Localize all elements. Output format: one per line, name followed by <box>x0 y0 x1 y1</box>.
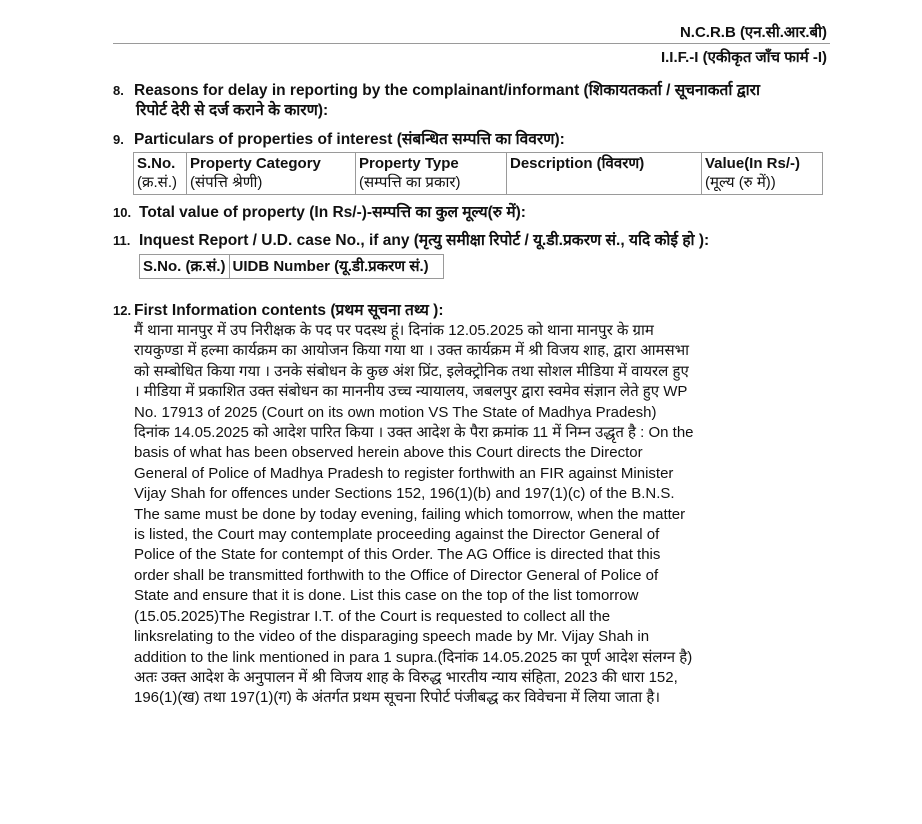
fir-line: Vijay Shah for offences under Sections 152, 196(1)(b) and 197(1)(c) of the B.N.S. <box>134 485 675 503</box>
item-8-text-line1: Reasons for delay in reporting by the complainant/informant (शिकायतकर्ता / सूचनाकर्ता द्वारा <box>134 82 760 99</box>
fir-line: addition to the link mentioned in para 1 supra.(दिनांक 14.05.2025 का पूर्ण आदेश संलग्न है) <box>134 648 693 666</box>
fir-line: General of Police of Madhya Pradesh to register forthwith an FIR against Minister <box>134 464 674 482</box>
col-value-hi: (मूल्य (रु में)) <box>705 174 776 191</box>
col-uidb-number: UIDB Number (यू.डी.प्रकरण सं.) <box>229 255 443 279</box>
header-divider <box>113 43 830 44</box>
inquest-table <box>139 254 444 279</box>
col-sno-hi: (क्र.सं.) <box>137 174 177 191</box>
fir-line: । मीडिया में प्रकाशित उक्त संबोधन का माननीय उच्च न्यायालय, जबलपुर द्वारा स्वमेव संज्ञान लेते हुए WP <box>134 383 688 401</box>
fir-line: दिनांक 14.05.2025 को आदेश पारित किया । उक्त आदेश के पैरा क्रमांक 11 में निम्न उद्धृत है : On the <box>134 424 694 442</box>
item-10-total-value <box>113 203 526 222</box>
item-10-title: Total value of property (In Rs/-)-सम्पत्ति का कुल मूल्य(रु में): <box>139 204 526 221</box>
item-12-number: 12. <box>113 303 132 318</box>
item-10-number: 10. <box>113 205 132 220</box>
item-9-title: Particulars of properties of interest (संबन्धित सम्पत्ति का विवरण): <box>134 131 565 148</box>
col-description <box>507 153 702 195</box>
fir-line: basis of what has been observed herein above this Court directs the Director <box>134 444 643 462</box>
col-property-type <box>356 153 507 195</box>
col-property-type-hi: (सम्पत्ति का प्रकार) <box>359 174 461 191</box>
fir-line: The same must be done by today evening, failing which tomorrow, when the matter <box>134 505 686 523</box>
col-property-type-en: Property Type <box>359 155 459 172</box>
item-11-title: Inquest Report / U.D. case No., if any (मृत्यु समीक्षा रिपोर्ट / यू.डी.प्रकरण सं., यदि कोई हो ): <box>139 232 710 249</box>
col-description-en: Description (विवरण) <box>510 155 645 172</box>
fir-line: को सम्बोधित किया गया । उनके संबोधन के कुछ अंश प्रिंट, इलेक्ट्रोनिक तथा सोशल मीडिया में वायरल हुए <box>134 362 689 380</box>
fir-line: मैं थाना मानपुर में उप निरीक्षक के पद पर पदस्थ हूं। दिनांक 12.05.2025 को थाना मानपुर के ग्राम <box>134 322 654 339</box>
col-property-category <box>187 153 356 195</box>
item-8-reasons-delay <box>113 81 760 100</box>
inquest-table-header-row <box>140 255 444 279</box>
fir-line: 196(1)(ख) तथा 197(1)(ग) के अंतर्गत प्रथम सूचना रिपोर्ट पंजीबद्ध कर विवेचना में लिया जाता है। <box>134 689 661 707</box>
fir-line: is listed, the Court may contemplate proceeding against the Director General of <box>134 526 660 544</box>
fir-line: Police of the State for contempt of this Order. The AG Office is directed that this <box>134 546 661 564</box>
col-property-category-hi: (संपत्ति श्रेणी) <box>190 174 263 191</box>
col-value <box>702 153 823 195</box>
col-property-category-en: Property Category <box>190 155 321 172</box>
item-11-number: 11. <box>113 233 131 248</box>
fir-line: No. 17913 of 2025 (Court on its own motion VS The State of Madhya Pradesh) <box>134 403 657 421</box>
item-8-text-line2: रिपोर्ट देरी से दर्ज कराने के कारण): <box>136 102 329 119</box>
fir-line: linksrelating to the video of the disparaging speech made by Mr. Vijay Shah in <box>134 628 650 646</box>
col-sno <box>134 153 187 195</box>
item-9-number: 9. <box>113 132 124 147</box>
item-8-number: 8. <box>113 83 124 98</box>
item-9-properties-title <box>113 130 565 149</box>
fir-line: order shall be transmitted forthwith to the Office of Director General of Police of <box>134 566 659 584</box>
item-12-first-information <box>113 301 443 320</box>
col-value-en: Value(In Rs/-) <box>705 155 801 172</box>
first-information-body <box>134 321 759 709</box>
form-title: I.I.F.-I (एकीकृत जाँच फार्म -I) <box>660 49 827 66</box>
fir-line: State and ensure that it is done. List this case on the top of the list tomorrow <box>134 587 639 605</box>
fir-line: रायकुण्डा में हल्मा कार्यक्रम का आयोजन किया गया था । उक्त कार्यक्रम में श्री विजय शाह, द्वारा आमसभा <box>134 342 690 360</box>
fir-line: (15.05.2025)The Registrar I.T. of the Court is requested to collect all the <box>134 607 611 625</box>
properties-table-header-row <box>134 153 823 195</box>
item-12-title: First Information contents (प्रथम सूचना तथ्य ): <box>134 302 444 319</box>
fir-line: अतः उक्त आदेश के अनुपालन में श्री विजय शाह के विरुद्ध भारतीय न्याय संहिता, 2023 की धारा 152, <box>134 668 678 686</box>
col-inquest-sno: S.No. (क्र.सं.) <box>140 255 230 279</box>
col-sno-en: S.No. <box>137 155 176 172</box>
item-11-inquest-report <box>113 231 709 250</box>
properties-table <box>133 152 823 195</box>
ncrb-header: N.C.R.B (एन.सी.आर.बी) <box>679 24 827 41</box>
